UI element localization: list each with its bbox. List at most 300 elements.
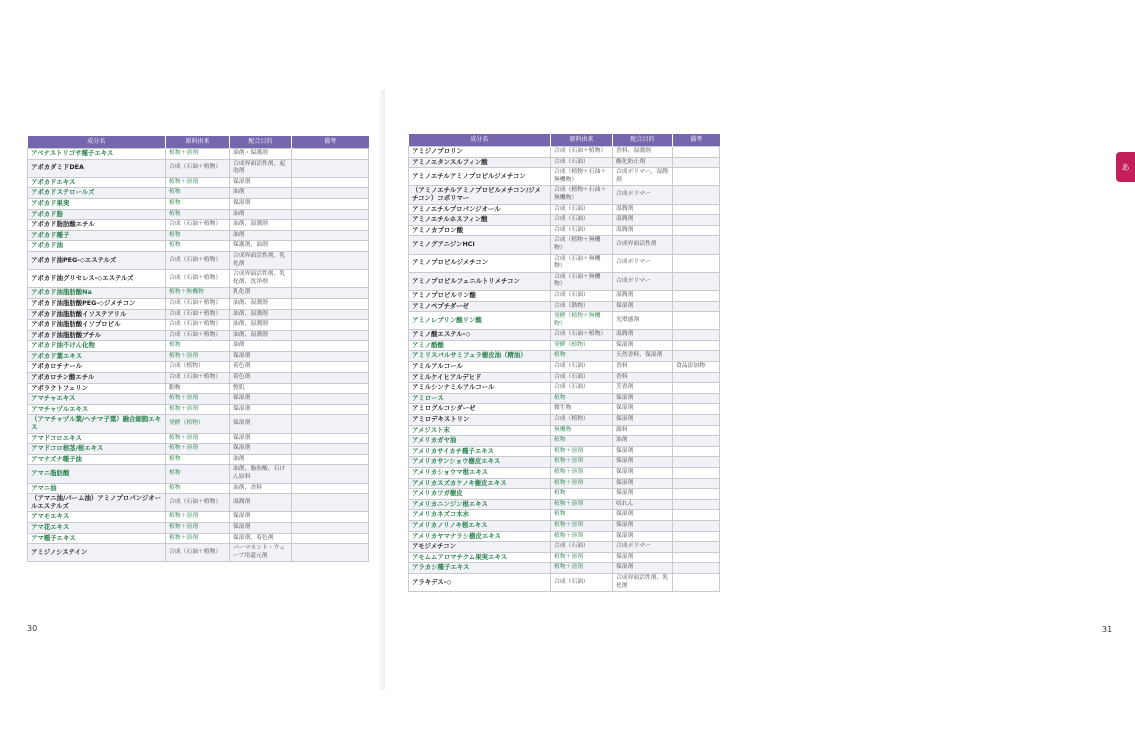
ingredient-purpose: 保護剤、油剤 <box>230 241 292 252</box>
ingredient-origin: 合成（石油＋植物） <box>166 298 230 309</box>
ingredient-name: アミジノプロリン <box>409 147 551 158</box>
ingredient-origin: 植物 <box>551 489 613 500</box>
ingredient-purpose: 湿潤剤 <box>613 215 673 226</box>
ingredient-purpose: 保湿剤 <box>230 433 292 444</box>
ingredient-note <box>292 465 369 483</box>
ingredient-note <box>673 290 720 301</box>
ingredient-note <box>673 157 720 168</box>
ingredient-name: アボカド油脂肪酸ブチル <box>28 330 166 341</box>
ingredient-origin: 植物＋溶剤 <box>551 446 613 457</box>
ingredient-origin: 植物＋溶剤 <box>551 531 613 542</box>
table-row <box>28 288 369 299</box>
ingredient-note <box>292 288 369 299</box>
ingredient-note <box>292 483 369 494</box>
table-row <box>409 499 720 510</box>
ingredient-note <box>673 372 720 383</box>
ingredient-name: アマモエキス <box>28 512 166 523</box>
ingredient-origin: 合成（石油＋無機物） <box>551 272 613 290</box>
ingredient-note <box>673 415 720 426</box>
ingredient-name: アミノ酪酸 <box>409 340 551 351</box>
ingredient-name: アミノペプチダーゼ <box>409 301 551 312</box>
ingredient-purpose: 香料 <box>613 372 673 383</box>
col-header-origin: 原料由来 <box>551 134 613 147</box>
ingredient-origin: 合成（植物） <box>551 415 613 426</box>
ingredient-purpose: 保湿剤 <box>230 394 292 405</box>
ingredient-purpose: 油剤 <box>230 188 292 199</box>
ingredient-origin: 合成（石油＋植物） <box>166 320 230 331</box>
ingredient-purpose: 保湿剤 <box>613 552 673 563</box>
ingredient-purpose: 保湿剤 <box>230 522 292 533</box>
ingredient-note <box>673 478 720 489</box>
ingredient-origin: 植物 <box>166 454 230 465</box>
ingredient-purpose: 合成ポリマー、湿潤剤 <box>613 168 673 186</box>
ingredient-origin: 植物 <box>166 241 230 252</box>
table-row <box>28 298 369 309</box>
ingredient-purpose: 整肌 <box>230 383 292 394</box>
ingredient-note <box>292 351 369 362</box>
table-body-right <box>409 147 720 592</box>
ingredient-note: 食品添加物 <box>673 362 720 373</box>
ingredient-purpose: 着色剤 <box>230 362 292 373</box>
table-row <box>409 372 720 383</box>
table-row <box>28 149 369 160</box>
ingredient-note <box>673 425 720 436</box>
ingredient-note <box>292 444 369 455</box>
ingredient-purpose: 湿潤剤 <box>613 330 673 341</box>
ingredient-name: アマチャヅルエキス <box>28 404 166 415</box>
ingredient-purpose: 湿潤剤 <box>613 225 673 236</box>
ingredient-name: アメリカショウマ根エキス <box>409 468 551 479</box>
ingredient-purpose: 顔料 <box>613 425 673 436</box>
ingredient-purpose: パーマネント・ウェーブ用還元剤 <box>230 544 292 562</box>
ingredient-origin: 合成（石油＋植物） <box>166 544 230 562</box>
ingredient-note <box>673 147 720 158</box>
ingredient-note <box>673 254 720 272</box>
col-header-purpose: 配合目的 <box>230 136 292 149</box>
table-row <box>409 404 720 415</box>
ingredient-purpose: 油剤 <box>613 436 673 447</box>
ingredient-note <box>673 204 720 215</box>
ingredient-origin: 植物＋溶剤 <box>166 533 230 544</box>
ingredient-name: アボカド油脂肪酸イソプロピル <box>28 320 166 331</box>
left-page <box>0 0 385 750</box>
ingredient-name: アミノプロピルフェニルトリメチコン <box>409 272 551 290</box>
ingredient-name: アマニ脂肪酸 <box>28 465 166 483</box>
ingredient-origin: 発酵（植物） <box>551 340 613 351</box>
ingredient-purpose: 香料 <box>613 362 673 373</box>
ingredient-purpose: 油剤 <box>230 341 292 352</box>
ingredient-origin: 合成（石油） <box>551 157 613 168</box>
table-row <box>409 204 720 215</box>
ingredient-note <box>673 393 720 404</box>
ingredient-origin: 合成（石油） <box>551 573 613 591</box>
table-row <box>409 468 720 479</box>
ingredient-purpose: 合成界面活性剤、起泡剤 <box>230 159 292 177</box>
ingredient-purpose: 油剤、湿潤剤 <box>230 320 292 331</box>
ingredient-origin: 動物 <box>166 383 230 394</box>
table-row <box>409 425 720 436</box>
table-row <box>28 362 369 373</box>
ingredient-purpose: 保湿剤 <box>613 404 673 415</box>
col-header-purpose: 配合目的 <box>613 134 673 147</box>
ingredient-origin: 合成（石油） <box>551 215 613 226</box>
ingredient-note <box>673 330 720 341</box>
ingredient-note <box>292 341 369 352</box>
ingredient-name: アボカド油脂肪酸イソステアリル <box>28 309 166 320</box>
ingredient-purpose: 合成ポリマー <box>613 254 673 272</box>
ingredient-origin: 植物＋溶剤 <box>551 499 613 510</box>
table-row <box>28 341 369 352</box>
table-row <box>28 433 369 444</box>
table-row <box>28 251 369 269</box>
ingredient-name: アメリカノリノキ根エキス <box>409 520 551 531</box>
table-row <box>28 404 369 415</box>
ingredient-name: アミルケイヒアルデヒド <box>409 372 551 383</box>
table-row <box>28 373 369 384</box>
ingredient-name: アミノ酸エステル-◇ <box>409 330 551 341</box>
ingredient-origin: 植物＋溶剤 <box>166 522 230 533</box>
ingredient-note <box>292 177 369 188</box>
ingredient-origin: 合成（石油＋植物） <box>166 159 230 177</box>
ingredient-purpose: 油剤、湿潤剤 <box>230 298 292 309</box>
table-row <box>28 330 369 341</box>
ingredient-note <box>292 209 369 220</box>
ingredient-purpose: 合成界面活性剤 <box>613 236 673 254</box>
ingredient-purpose: 合成界面活性剤、乳化剤、洗浄剤 <box>230 270 292 288</box>
ingredient-note <box>292 298 369 309</box>
ingredient-name: アボカド油不けん化物 <box>28 341 166 352</box>
ingredient-note <box>673 520 720 531</box>
ingredient-name: （アマチャヅル葉/ヘチマ子葉）融合細胞エキス <box>28 415 166 433</box>
ingredient-note <box>673 563 720 574</box>
ingredient-purpose: 保湿剤 <box>613 510 673 521</box>
ingredient-note <box>292 415 369 433</box>
ingredient-origin: 合成（植物＋石油＋無機物） <box>551 168 613 186</box>
table-row <box>28 465 369 483</box>
ingredient-origin: 合成（石油） <box>551 290 613 301</box>
ingredient-origin: 合成（石油＋植物） <box>551 330 613 341</box>
ingredient-name: アマ花エキス <box>28 522 166 533</box>
table-row <box>28 383 369 394</box>
ingredient-note <box>292 320 369 331</box>
ingredient-note <box>292 544 369 562</box>
ingredient-origin: 植物＋溶剤 <box>166 444 230 455</box>
ingredient-note <box>292 512 369 523</box>
ingredient-origin: 植物＋溶剤 <box>551 457 613 468</box>
ingredient-purpose: 保湿剤 <box>230 177 292 188</box>
ingredient-name: アマドコロ根茎/根エキス <box>28 444 166 455</box>
ingredient-purpose: 保湿剤 <box>230 351 292 362</box>
ingredient-origin: 植物 <box>166 188 230 199</box>
ingredient-note <box>292 404 369 415</box>
ingredient-origin: 植物＋溶剤 <box>166 394 230 405</box>
ingredient-note <box>292 433 369 444</box>
table-row <box>409 186 720 204</box>
ingredient-purpose: 保湿剤 <box>613 468 673 479</box>
ingredient-name: アミロース <box>409 393 551 404</box>
table-row <box>28 320 369 331</box>
ingredient-purpose: 合成界面活性剤、乳化剤 <box>230 251 292 269</box>
ingredient-name: アラカシ種子エキス <box>409 563 551 574</box>
ingredient-purpose: 収れん <box>613 499 673 510</box>
ingredient-note <box>673 301 720 312</box>
ingredient-origin: 植物 <box>166 230 230 241</box>
ingredient-origin: 植物＋溶剤 <box>166 149 230 160</box>
table-header <box>409 134 720 147</box>
ingredient-name: アボカド葉エキス <box>28 351 166 362</box>
ingredient-origin: 合成（石油＋植物） <box>166 270 230 288</box>
table-row <box>28 512 369 523</box>
ingredient-note <box>673 186 720 204</box>
ingredient-origin: 合成（石油） <box>551 204 613 215</box>
ingredient-note <box>292 230 369 241</box>
table-row <box>409 563 720 574</box>
ingredient-purpose: 油剤、脂肪酸、石けん原料 <box>230 465 292 483</box>
ingredient-name: アボカドエキス <box>28 177 166 188</box>
ingredient-note <box>673 542 720 553</box>
table-row <box>28 198 369 209</box>
ingredient-origin: 合成（動物） <box>551 301 613 312</box>
ingredient-name: アミノエチルプロパンジオール <box>409 204 551 215</box>
ingredient-name: アメリカニンジン根エキス <box>409 499 551 510</box>
ingredient-note <box>673 552 720 563</box>
ingredient-origin: 合成（植物＋無機物） <box>551 236 613 254</box>
ingredient-note <box>673 499 720 510</box>
ingredient-note <box>292 383 369 394</box>
ingredient-purpose: 油剤、香料 <box>230 483 292 494</box>
ingredient-purpose: 合成界面活性剤、乳化剤 <box>613 573 673 591</box>
ingredient-name: アメリカスズカケノキ樹皮エキス <box>409 478 551 489</box>
table-row <box>28 220 369 231</box>
ingredient-purpose: 油剤 <box>230 454 292 465</box>
ingredient-note <box>292 198 369 209</box>
table-row <box>409 573 720 591</box>
ingredient-note <box>292 270 369 288</box>
ingredient-purpose: 保湿剤 <box>230 444 292 455</box>
ingredient-purpose: 油剤、湿潤剤 <box>230 330 292 341</box>
col-header-name: 成分名 <box>28 136 166 149</box>
ingredient-purpose: 保湿剤 <box>613 531 673 542</box>
ingredient-name: アボカド油グリセレス-◇エステルズ <box>28 270 166 288</box>
ingredient-note <box>292 362 369 373</box>
table-row <box>409 157 720 168</box>
table-row <box>409 301 720 312</box>
ingredient-purpose: 天然香料、保湿剤 <box>613 351 673 362</box>
ingredient-purpose: 芳香剤 <box>613 383 673 394</box>
ingredient-note <box>673 351 720 362</box>
ingredient-name: アマニ油 <box>28 483 166 494</box>
ingredient-purpose: 保湿剤 <box>613 415 673 426</box>
ingredient-purpose: 保湿剤 <box>230 198 292 209</box>
ingredient-name: アボカド脂肪酸エチル <box>28 220 166 231</box>
table-row <box>409 415 720 426</box>
ingredient-name: アミルシンナミルアルコール <box>409 383 551 394</box>
table-row <box>409 362 720 373</box>
ingredient-table-left <box>27 136 369 562</box>
table-row <box>28 522 369 533</box>
ingredient-purpose: 保湿剤 <box>613 301 673 312</box>
ingredient-purpose: 保湿剤 <box>613 457 673 468</box>
ingredient-note <box>673 312 720 330</box>
ingredient-name: アマドコロエキス <box>28 433 166 444</box>
ingredient-note <box>673 215 720 226</box>
ingredient-purpose: 保湿剤 <box>230 512 292 523</box>
ingredient-purpose: 保湿剤 <box>613 340 673 351</box>
ingredient-name: アモジメチコン <box>409 542 551 553</box>
ingredient-name: アミノカプロン酸 <box>409 225 551 236</box>
ingredient-note <box>673 168 720 186</box>
ingredient-note <box>673 272 720 290</box>
table-row <box>409 340 720 351</box>
ingredient-origin: 植物 <box>166 465 230 483</box>
table-row <box>409 531 720 542</box>
ingredient-name: アボカド油脂肪酸PEG-◇ジメチコン <box>28 298 166 309</box>
ingredient-purpose: 保湿剤 <box>613 563 673 574</box>
ingredient-name: アメリカサイカチ種子エキス <box>409 446 551 457</box>
ingredient-note <box>673 340 720 351</box>
page-number: 31 <box>1102 625 1113 634</box>
table-row <box>28 270 369 288</box>
ingredient-origin: 合成（石油＋植物） <box>166 330 230 341</box>
ingredient-purpose: 保湿剤 <box>613 478 673 489</box>
ingredient-note <box>292 220 369 231</box>
table-row <box>28 494 369 512</box>
ingredient-origin: 植物＋無機物 <box>166 288 230 299</box>
ingredient-origin: 植物 <box>166 209 230 220</box>
table-row <box>409 236 720 254</box>
table-row <box>409 446 720 457</box>
ingredient-purpose: 油剤 <box>230 230 292 241</box>
col-header-origin: 原料由来 <box>166 136 230 149</box>
ingredient-origin: 合成（石油） <box>551 542 613 553</box>
table-row <box>28 544 369 562</box>
ingredient-origin: 合成（植物＋石油＋無機物） <box>551 186 613 204</box>
ingredient-origin: 植物＋溶剤 <box>166 177 230 188</box>
ingredient-note <box>673 383 720 394</box>
table-row <box>409 393 720 404</box>
ingredient-name: アミノレブリン酸リン酸 <box>409 312 551 330</box>
ingredient-origin: 合成（石油） <box>551 362 613 373</box>
table-row <box>409 552 720 563</box>
ingredient-purpose: 保湿剤 <box>613 393 673 404</box>
ingredient-purpose: 酸化防止剤 <box>613 157 673 168</box>
ingredient-table-right <box>408 134 720 592</box>
ingredient-origin: 発酵（植物＋無機物） <box>551 312 613 330</box>
table-row <box>28 533 369 544</box>
ingredient-origin: 無機物 <box>551 425 613 436</box>
ingredient-name: （アマニ油/パーム油）アミノプロパンジオールエステルズ <box>28 494 166 512</box>
ingredient-name: アマ種子エキス <box>28 533 166 544</box>
ingredient-name: アモムムアロマチクム果実エキス <box>409 552 551 563</box>
table-row <box>409 351 720 362</box>
table-row <box>409 520 720 531</box>
table-row <box>409 510 720 521</box>
table-row <box>28 351 369 362</box>
ingredient-name: アマチャエキス <box>28 394 166 405</box>
ingredient-note <box>292 241 369 252</box>
ingredient-note <box>292 533 369 544</box>
table-row <box>409 168 720 186</box>
ingredient-note <box>292 188 369 199</box>
ingredient-note <box>292 394 369 405</box>
ingredient-name: アミルアルコール <box>409 362 551 373</box>
ingredient-origin: 植物＋溶剤 <box>551 563 613 574</box>
table-row <box>28 483 369 494</box>
ingredient-note <box>673 436 720 447</box>
table-row <box>28 209 369 220</box>
ingredient-name: （アミノエチルアミノプロピルメチコン/ジメチコン）コポリマー <box>409 186 551 204</box>
col-header-note: 備考 <box>673 134 720 147</box>
ingredient-origin: 合成（石油） <box>551 383 613 394</box>
ingredient-purpose: 保湿剤 <box>613 520 673 531</box>
ingredient-name: アミノグアニジンHCl <box>409 236 551 254</box>
ingredient-name: アボカド脂 <box>28 209 166 220</box>
table-body-left <box>28 149 369 562</box>
ingredient-name: アメジスト末 <box>409 425 551 436</box>
ingredient-note <box>673 404 720 415</box>
ingredient-origin: 植物 <box>166 483 230 494</box>
ingredient-note <box>292 159 369 177</box>
ingredient-origin: 植物 <box>166 198 230 209</box>
table-row <box>409 478 720 489</box>
ingredient-name: アボカド種子 <box>28 230 166 241</box>
ingredient-name: アミジノシステイン <box>28 544 166 562</box>
ingredient-purpose: 合成ポリマー <box>613 272 673 290</box>
ingredient-note <box>673 573 720 591</box>
ingredient-name: アミノプロピルリン酸 <box>409 290 551 301</box>
ingredient-note <box>292 373 369 384</box>
ingredient-purpose: 合成ポリマー <box>613 542 673 553</box>
ingredient-origin: 合成（石油＋植物） <box>166 309 230 320</box>
ingredient-purpose: 湿潤剤 <box>613 290 673 301</box>
ingredient-note <box>673 457 720 468</box>
ingredient-purpose: 合成ポリマー <box>613 186 673 204</box>
col-header-note: 備考 <box>292 136 369 149</box>
ingredient-name: アメリカサンショウ樹皮エキス <box>409 457 551 468</box>
ingredient-note <box>292 522 369 533</box>
table-row <box>28 444 369 455</box>
ingredient-origin: 植物＋溶剤 <box>551 520 613 531</box>
ingredient-purpose: 湿潤剤 <box>613 204 673 215</box>
ingredient-name: アボカロチナール <box>28 362 166 373</box>
table-row <box>28 454 369 465</box>
ingredient-name: アボカド油脂肪酸Na <box>28 288 166 299</box>
ingredient-origin: 合成（植物） <box>166 362 230 373</box>
ingredient-purpose: 保湿剤、着色剤 <box>230 533 292 544</box>
ingredient-purpose: 油剤、湿潤剤 <box>230 220 292 231</box>
ingredient-name: アミログルコシダーゼ <box>409 404 551 415</box>
ingredient-name: アボカド果実 <box>28 198 166 209</box>
table-row <box>409 489 720 500</box>
ingredient-purpose: 油剤、湿潤剤 <box>230 309 292 320</box>
ingredient-name: アマナズナ種子油 <box>28 454 166 465</box>
ingredient-origin: 合成（石油＋植物） <box>166 251 230 269</box>
ingredient-note <box>673 468 720 479</box>
ingredient-origin: 合成（石油＋植物） <box>551 147 613 158</box>
ingredient-origin: 植物＋溶剤 <box>551 478 613 489</box>
ingredient-purpose: 光増感剤 <box>613 312 673 330</box>
index-tab[interactable]: あ <box>1116 152 1135 182</box>
ingredient-name: アボカダミドDEA <box>28 159 166 177</box>
ingredient-origin: 植物 <box>551 510 613 521</box>
ingredient-name: アボカド油PEG-◇エステルズ <box>28 251 166 269</box>
ingredient-origin: 植物＋溶剤 <box>166 404 230 415</box>
ingredient-purpose: 保湿剤 <box>613 489 673 500</box>
table-row <box>409 147 720 158</box>
ingredient-origin: 発酵（植物） <box>166 415 230 433</box>
table-row <box>409 542 720 553</box>
ingredient-purpose: 保湿剤 <box>230 404 292 415</box>
